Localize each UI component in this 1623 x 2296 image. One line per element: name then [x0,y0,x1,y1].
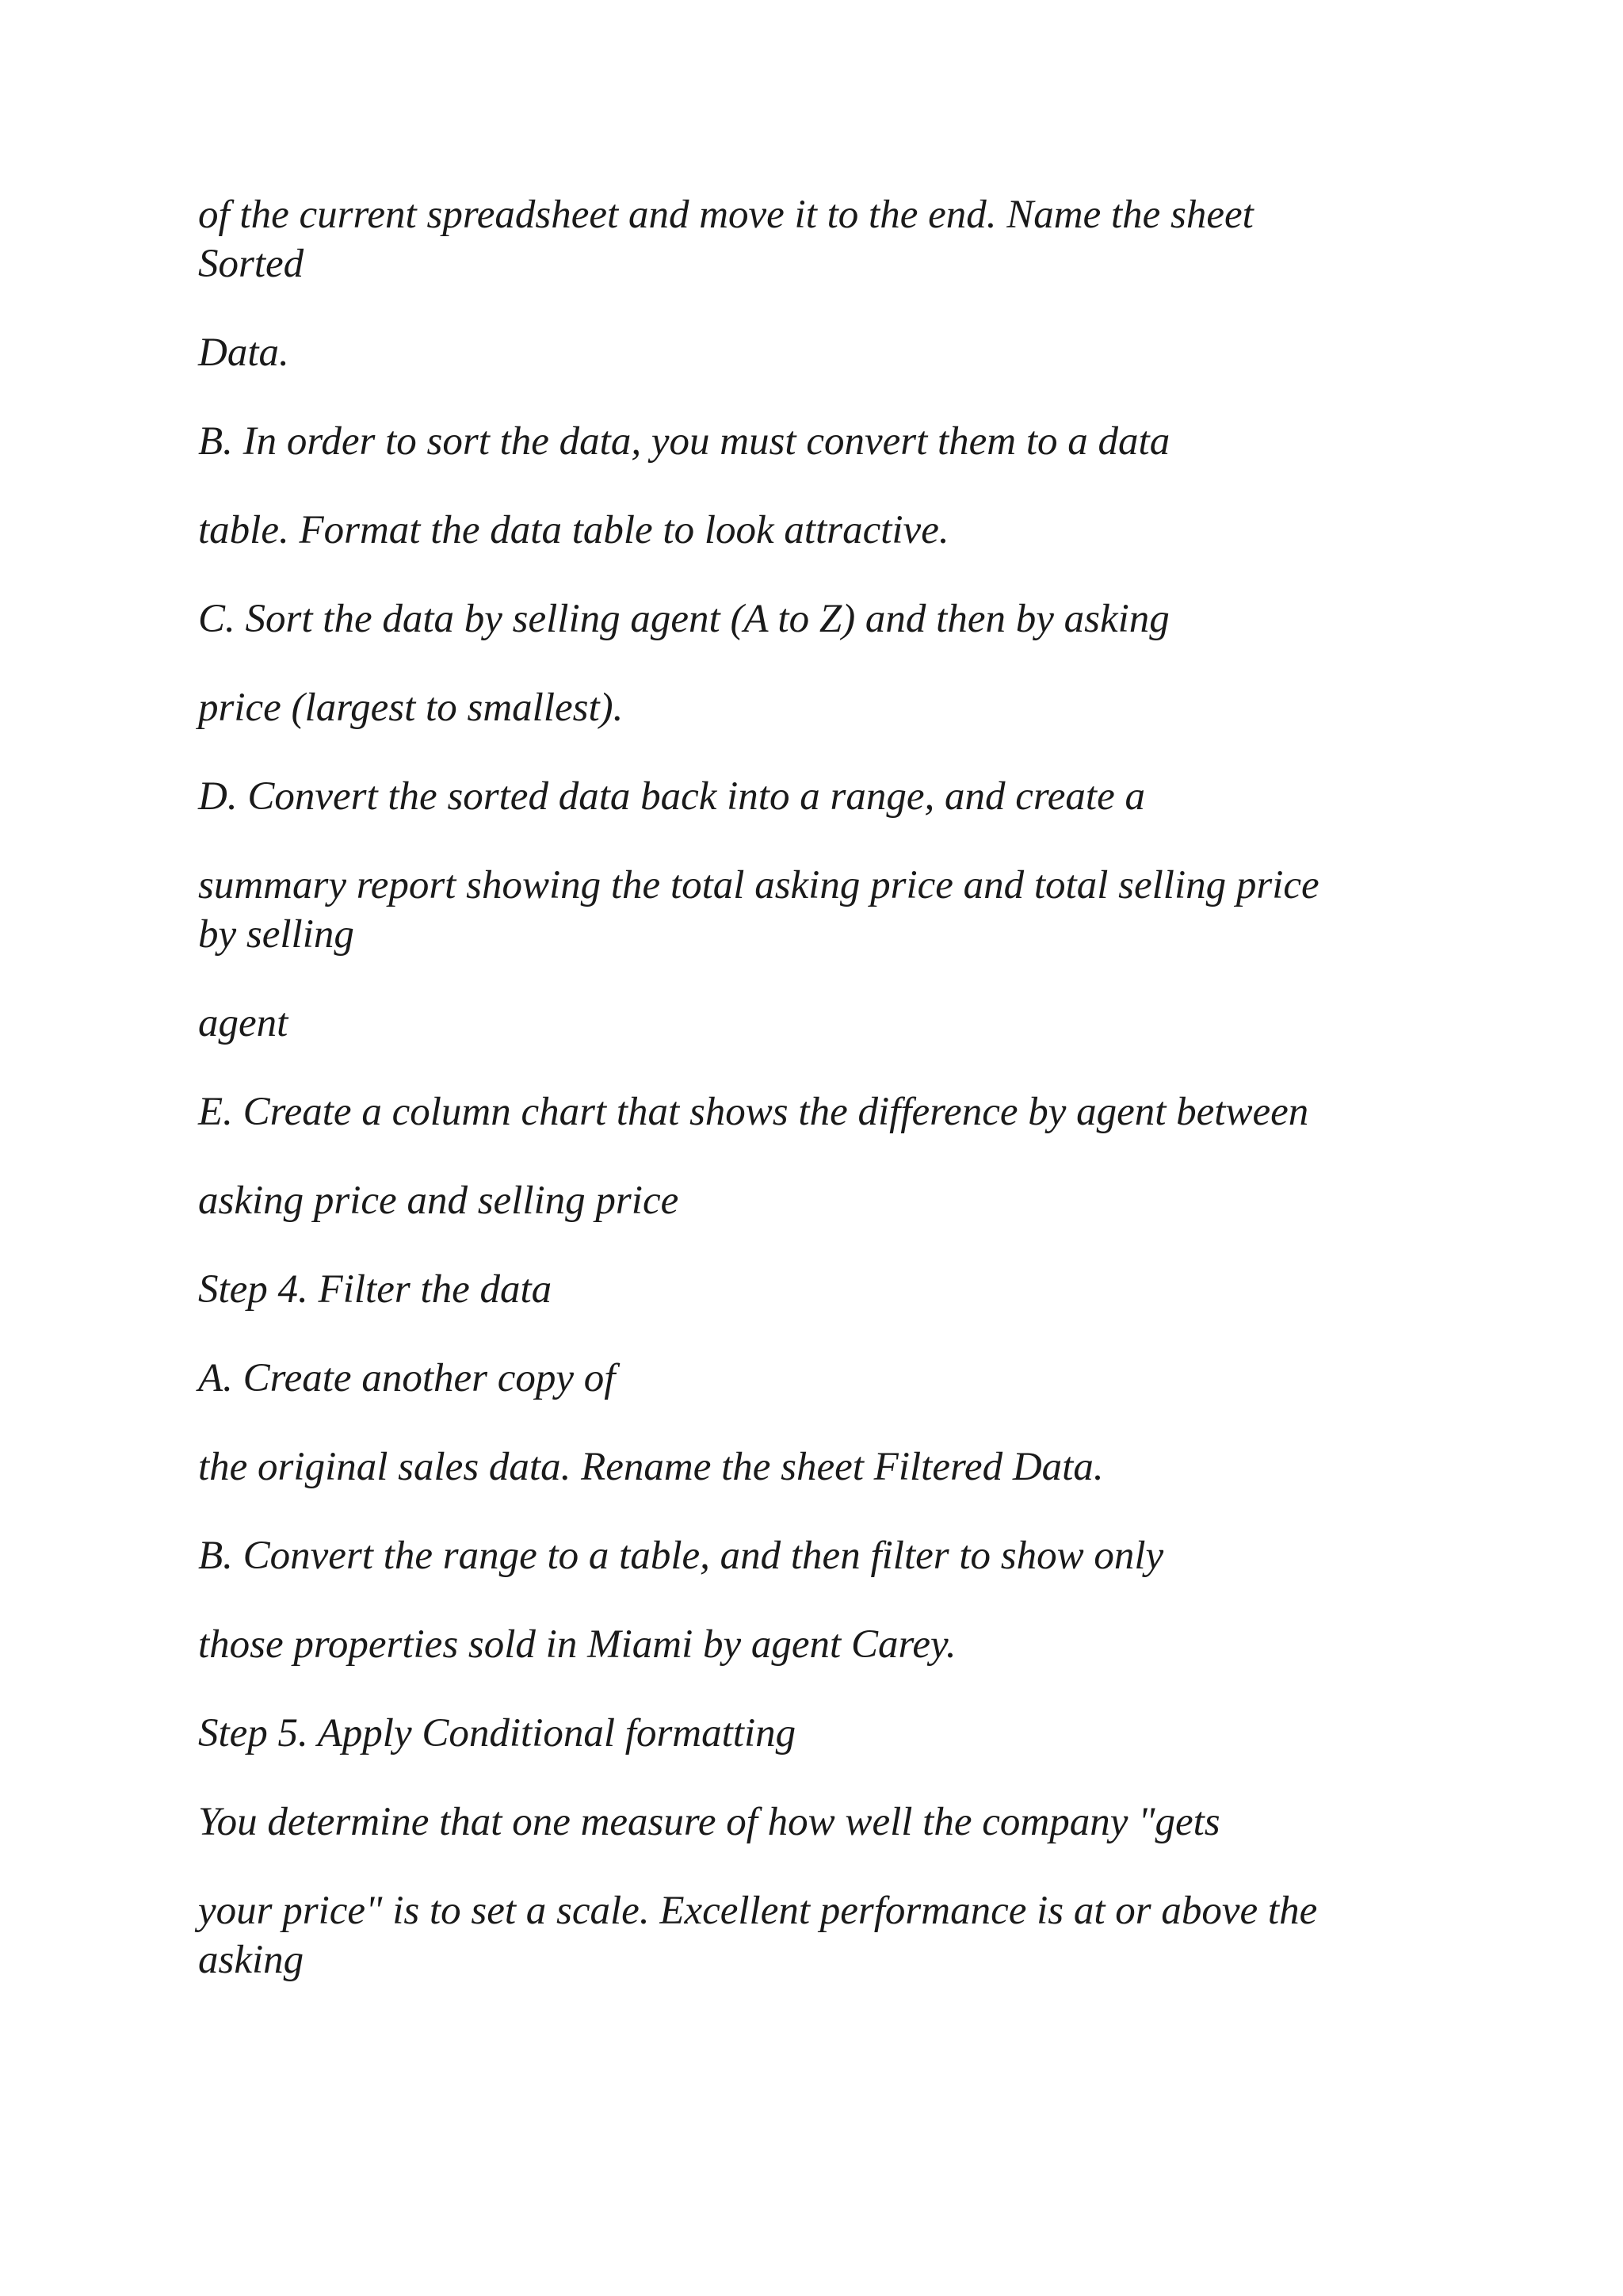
paragraph-agent: agent [198,1001,288,1045]
paragraph-step-4-heading: Step 4. Filter the data [198,1267,552,1312]
document-body [198,190,1434,2024]
paragraph-step-c-sort: C. Sort the data by selling agent (A to Z) and then by asking [198,597,1170,641]
paragraph-filtered-sheet: the original sales data. Rename the sheet Filtered Data. [198,1445,1104,1489]
paragraph-step-4b-filter: B. Convert the range to a table, and then filter to show only [198,1534,1164,1578]
paragraph-step-5-heading: Step 5. Apply Conditional formatting [198,1711,796,1755]
paragraph-measure: You determine that one measure of how well the company "gets [198,1800,1220,1844]
paragraph-data: Data. [198,330,289,375]
paragraph-miami-carey: those properties sold in Miami by agent Carey. [198,1622,957,1667]
paragraph-format-table: table. Format the data table to look attractive. [198,508,949,552]
paragraph-price-order: price (largest to smallest). [198,686,624,730]
paragraph-step-b-convert: B. In order to sort the data, you must convert them to a data [198,419,1170,464]
paragraph-step-d-range: D. Convert the sorted data back into a range, and create a [198,774,1145,819]
paragraph-sorted-sheet: of the current spreadsheet and move it to the end. Name the sheet Sorted [198,193,1254,286]
paragraph-step-4a-copy: A. Create another copy of [198,1356,616,1400]
paragraph-step-e-chart: E. Create a column chart that shows the difference by agent between [198,1090,1309,1134]
paragraph-scale: your price" is to set a scale. Excellent performance is at or above the asking [198,1889,1318,1982]
paragraph-summary-report: summary report showing the total asking price and total selling price by selling [198,863,1319,957]
paragraph-asking-selling: asking price and selling price [198,1179,679,1223]
